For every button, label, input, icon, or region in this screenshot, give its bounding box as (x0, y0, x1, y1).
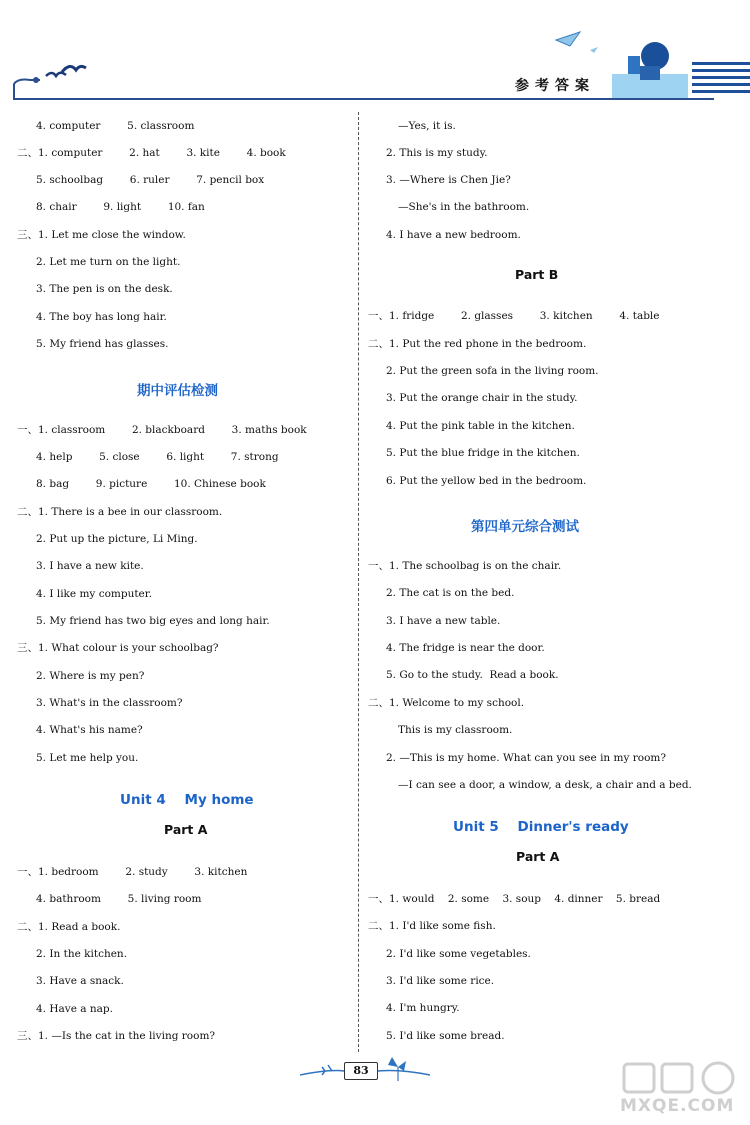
book-icon (640, 66, 660, 80)
left-answer-line: 一、1. bedroom 2. study 3. kitchen (17, 866, 248, 878)
right-answer-line: 4. The fridge is near the door. (386, 642, 545, 654)
dot-ornament (33, 77, 39, 83)
right-answer-line: 二、1. Put the red phone in the bedroom. (368, 338, 587, 350)
left-answer-line: 5. My friend has two big eyes and long hair. (36, 615, 270, 627)
right-answer-line: —She's in the bathroom. (398, 201, 530, 213)
right-answer-line: —Yes, it is. (398, 120, 456, 132)
left-answer-line: 5. My friend has glasses. (36, 338, 169, 350)
page-number: 83 (344, 1062, 378, 1080)
right-answer-line: 3. I have a new table. (386, 615, 501, 627)
left-answer-line: 3. The pen is on the desk. (36, 283, 173, 295)
bird-icon (62, 66, 86, 72)
page-header (0, 0, 750, 108)
left-answer-line: 三、1. What colour is your schoolbag? (17, 642, 219, 654)
right-answer-line: 4. I have a new bedroom. (386, 229, 521, 241)
stripe-bars (692, 62, 750, 93)
right-answer-line: 二、1. I'd like some fish. (368, 920, 496, 932)
left-section-title: Unit 4 My home (120, 792, 254, 808)
right-answer-line: 6. Put the yellow bed in the bedroom. (386, 475, 587, 487)
right-answer-line: —I can see a door, a window, a desk, a chair and a bed. (398, 779, 692, 791)
right-answer-line: 一、1. fridge 2. glasses 3. kitchen 4. table (368, 310, 660, 322)
watermark (620, 1060, 745, 1120)
paper-plane-icon (590, 47, 598, 53)
right-section-title: 第四单元综合测试 (471, 519, 579, 535)
left-answer-line: 5. Let me help you. (36, 752, 139, 764)
left-answer-line: 二、1. computer 2. hat 3. kite 4. book (17, 147, 286, 159)
right-answer-line: 2. I'd like some vegetables. (386, 948, 531, 960)
right-answer-line: 3. —Where is Chen Jie? (386, 174, 511, 186)
globe-icon (641, 42, 669, 70)
right-section-title: Unit 5 Dinner's ready (453, 819, 629, 835)
left-answer-line: 4. help 5. close 6. light 7. strong (36, 451, 279, 463)
left-answer-line: 三、1. Let me close the window. (17, 229, 186, 241)
right-answer-line: 5. I'd like some bread. (386, 1030, 505, 1042)
column-divider (358, 112, 359, 1052)
right-part-title: Part B (515, 267, 559, 282)
left-answer-line: 三、1. —Is the cat in the living room? (17, 1030, 216, 1042)
left-part-title: Part A (164, 822, 208, 837)
left-answer-line: 4. bathroom 5. living room (36, 893, 202, 905)
bird-icon (46, 73, 66, 76)
right-answer-line: 一、1. The schoolbag is on the chair. (368, 560, 562, 572)
right-part-title: Part A (516, 849, 560, 864)
watermark-logo-icon (620, 1060, 745, 1096)
header-decoration (0, 0, 750, 108)
right-answer-line: 2. Put the green sofa in the living room. (386, 365, 599, 377)
paper-plane-icon (556, 32, 580, 46)
header-rule (14, 98, 714, 100)
right-answer-line: 4. Put the pink table in the kitchen. (386, 420, 575, 432)
right-answer-line: 一、1. would 2. some 3. soup 4. dinner 5. bread (368, 893, 661, 905)
right-answer-line: 2. —This is my home. What can you see in my room? (386, 752, 666, 764)
left-answer-line: 8. chair 9. light 10. fan (36, 201, 205, 213)
left-answer-line: 二、1. There is a bee in our classroom. (17, 506, 223, 518)
left-answer-line: 4. The boy has long hair. (36, 311, 167, 323)
left-answer-line: 2. In the kitchen. (36, 948, 128, 960)
left-answer-line: 2. Put up the picture, Li Ming. (36, 533, 198, 545)
left-answer-line: 4. I like my computer. (36, 588, 152, 600)
left-answer-line: 4. computer 5. classroom (36, 120, 195, 132)
right-answer-line: 二、1. Welcome to my school. (368, 697, 525, 709)
left-answer-line: 2. Where is my pen? (36, 670, 145, 682)
right-answer-line: 4. I'm hungry. (386, 1002, 460, 1014)
left-section-title: 期中评估检测 (137, 383, 218, 399)
right-answer-line: 5. Put the blue fridge in the kitchen. (386, 447, 580, 459)
right-answer-line: This is my classroom. (398, 724, 513, 736)
right-answer-line: 5. Go to the study. Read a book. (386, 669, 559, 681)
left-answer-line: 3. What's in the classroom? (36, 697, 183, 709)
left-answer-line: 5. schoolbag 6. ruler 7. pencil box (36, 174, 265, 186)
right-answer-line: 3. Put the orange chair in the study. (386, 392, 578, 404)
header-title: 参考答案 (515, 78, 595, 94)
page-footer (300, 1055, 430, 1085)
right-answer-line: 2. The cat is on the bed. (386, 587, 515, 599)
right-answer-line: 2. This is my study. (386, 147, 488, 159)
left-answer-line: 二、1. Read a book. (17, 921, 121, 933)
left-answer-line: 8. bag 9. picture 10. Chinese book (36, 478, 266, 490)
left-answer-line: 4. What's his name? (36, 724, 143, 736)
left-answer-line: 2. Let me turn on the light. (36, 256, 181, 268)
watermark-text: MXQE.COM (620, 1096, 735, 1116)
pinwheel-icon (388, 1057, 406, 1071)
left-answer-line: 3. Have a snack. (36, 975, 124, 987)
right-answer-line: 3. I'd like some rice. (386, 975, 495, 987)
star-icon (322, 1065, 332, 1075)
left-answer-line: 3. I have a new kite. (36, 560, 144, 572)
left-answer-line: 一、1. classroom 2. blackboard 3. maths book (17, 424, 307, 436)
left-answer-line: 4. Have a nap. (36, 1003, 113, 1015)
